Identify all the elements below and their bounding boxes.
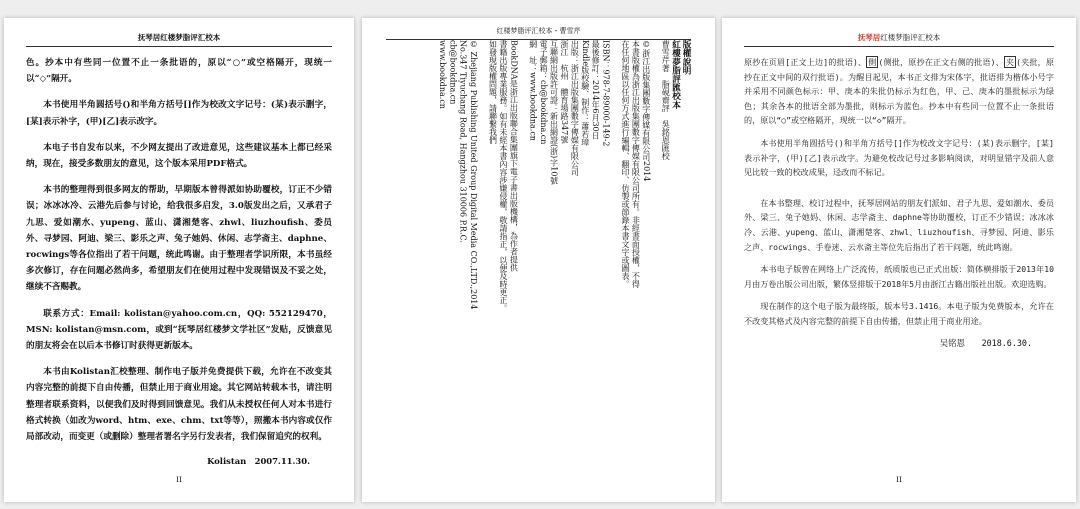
signature: 吴铭恩 2018.6.30. [939,337,1032,348]
text-column: 如發現版權問題，請聯繫我們 [488,40,498,144]
column-gap [518,40,527,370]
column-gap [478,40,487,370]
paragraph: 本书的整理得到很多网友的帮助，早期版本曾得派如协助覆校，订正不少错误；冰冰冰冷、云港先后参与讨论，给我很多启发，3.0版发出之后，又承君子九思、爱如潮水、yupeng、蓝山、潇湘楚客、zhwl、liuzhoufish、委员外、寻梦园、阿迪、梁三、影乐之声、兔子她妈、休闲、志学斋主、daphne、rocwings等各位指出了若干问题，统此鸣谢。由于整理者学识所限，本书虽经多次修订，存在问题必然尚多，希望朋友们在使用过程中发现错误及不妥之处，继续不吝赐教。 [26,185,332,293]
text-column: No.347 Tiyuchang Road, Hangzhou 310006 P.R.C. [458,40,468,243]
text-column: © Zhejiang Publishing United Group Digital Media CO.,LTD.,2014 [469,40,479,310]
text-column: 出版：浙江出版集團數字傳媒有限公司 [570,40,580,176]
page-body [26,55,332,445]
page-number: II [176,475,182,484]
paragraph: 联系方式：Email: kolistan@yahoo.com.cn，QQ: 552129470，MSN: kolistan@msn.com，或到“抚琴居红楼梦文学社区”发贴，反馈意见的朋友将会在以后本书修订时获得更新版本。 [26,308,332,352]
text-column: 最後修訂：2014年6月30日 [591,40,601,140]
paragraph: 本书使用半角圆括号()和半角方括号[]作为校改文字记号：(某)表示删字，[某]表示补字，(甲)[乙]表示改字。为避免校改记号过多影响阅读，对明显错字及前人意见比较一致的校改成果，迳改而不标记。 [744,137,1054,178]
running-header: 红楼梦脂评汇校本・曹雪芹 [386,26,691,40]
text-column: 曹雪芹著 脂硯齋評 吳銘恩匯校 [661,40,671,160]
paragraph: 在本书整理、校订过程中，抚琴居网站的朋友们派如、君子九思、爱如潮水、委员外、梁三、兔子她妈、休闲、志学斋主、daphne等协助覆校，订正不少错误；冰冰冰冷、云港、yupeng、蓝山、潇湘楚客、zhwl、liuzhoufish、寻梦园、阿迪、影乐之声、rocwings、手卷迷、云水斋主等位先后指出了若干问题，统此鸣谢。 [744,197,1054,252]
text-column: 電子郵箱：cb@bookdna.cn [539,40,549,145]
column-gap [651,40,660,370]
column-gap [611,40,620,370]
page-number: II [896,475,902,484]
document-page-middle [362,18,715,502]
document-page-right [722,18,1076,502]
text-column: 浙江 杭州 體育場路347號 [559,40,569,144]
text-column: Kindle版校驗、制作：蕭若璋 [580,40,590,147]
text-column: 本書版權為浙江出版集團數字傳媒有限公司所有。非經書面授權，不得 [631,40,641,288]
text-column: 在任何地區以任何方式進行編輯、翻印、仿製或節錄本書文字或圖表。 [620,40,630,288]
copyright-columns [436,40,691,370]
header-title: 红楼梦脂评汇校本 [880,33,941,42]
document-page-left [4,18,354,502]
text-column: ISBN：978-7-89000-149-2 [601,40,611,147]
paragraph: 本书由Kolistan汇校整理、制作电子版并免费提供下载，允许在不改变其内容完整的前提下自由传播，但禁止用于商业用途。其它网站转载本书，请注明整理者联系资料，以便我们及时得到回馈意见。我们从未授权任何人对本书进行格式转换（如改为word、htm、exe、chm、txt等等），照搬本书内容或仅作局部改动，而变更（或删除）整理者署名字另行发表者，我们保留追究的权利。 [26,367,332,443]
signature: Kolistan 2007.11.30. [207,456,310,467]
running-header: 抚琴居红楼梦脂评汇校本 [26,32,332,47]
text-column: 網 址：www.bookdna.cn [528,40,538,141]
text-column: 版權說明 [681,40,691,75]
page-body [744,55,1054,329]
text-column: 紅樓夢脂評匯校本 [670,40,681,109]
text-column: 互聯網出版許可證：新出網證(浙)字10號 [549,40,559,185]
paragraph: 原抄在页眉[正文上边]的批语)、 側 (侧批，原抄在正文右侧的批语)、 夹 (夹批，原抄在正文中间的双行批语)。为醒目起见，本书正文排为宋体字，批语排为楷体小号字并采用不同颜色标示：甲、庚本的朱批仍标示为红色，甲、己、庚本的墨批标示为绿色；其余各本的批语全部为墨批，则标示为蓝色。抄本中有些同一位置不止一条批语的，原以“○”或空格隔开，现统一以“◇”隔开。 [744,57,1054,126]
boxed-char: 側 [868,57,877,67]
paragraph: 本书电子版曾在网络上广泛流传，纸质版也已正式出版：简体横排版于2013年10月由万卷出版公司出版，繁体竖排版于2018年5月由浙江古籍出版社出版。欢迎选购。 [744,264,1054,289]
text-column: cb@bookdna.cn [448,40,458,105]
text-column: www.bookdna.cn [437,40,447,109]
text-column: ©浙江出版集團數字傳媒有限公司2014 [641,40,651,182]
boxed-char: 夹 [1005,57,1015,67]
text-column: BookDNA是浙江出版聯合集團旗下電子書出版機構，為作者提供 [509,40,519,272]
paragraph: 本电子书自发布以来，不少网友提出了改进意见，这些建议基本上都已经采纳，现在，接受多数朋友的意见，这个版本采用PDF格式。 [26,142,332,170]
header-logo: 抚琴居 [857,33,881,42]
running-header [744,32,1054,47]
text-column: 書籍出版專業服務。如有未經本書內容涉嫌侵權，敬請指正，以便及時更正。 [498,40,508,312]
paragraph: 现在制作的这个电子版为最终版，版本号3.1416。本电子版为免费版本，允许在不改变其格式及内容完整的前提下自由传播，但禁止用于商业用途。 [744,301,1054,326]
paragraph: 色。抄本中有些同一位置不止一条批语的，原以“○”或空格隔开，现统一以“◇”隔开。 [26,58,332,85]
paragraph: 本书使用半角圆括号()和半角方括号[]作为校改文字记号：(某)表示删字，[某]表示补字，(甲)[乙]表示改字。 [26,100,332,127]
